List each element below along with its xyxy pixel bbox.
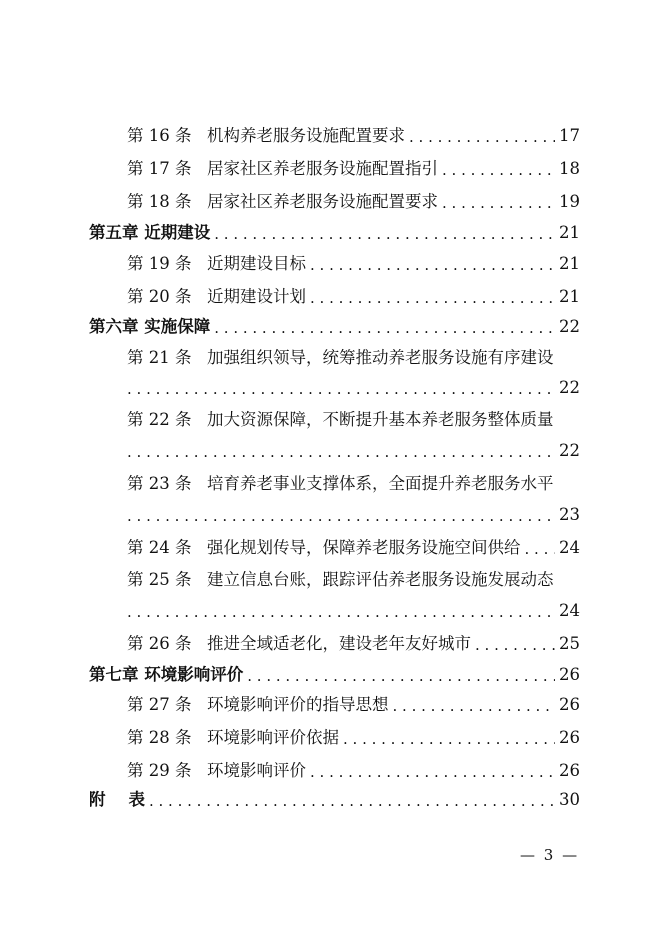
toc-entry-20[interactable] [127,284,580,308]
leader-dots [310,762,555,782]
entry-title: 居家社区养老服务设施配置指引 [207,159,438,178]
toc-entry-25-continuation[interactable] [127,598,580,622]
entry-number: 第 21 条 [127,348,192,367]
page-number: 26 [559,728,580,747]
page-number: 17 [559,126,580,145]
leader-dots [475,635,555,655]
leader-dots [247,666,555,686]
leader-dots [127,442,555,462]
toc-chapter-6[interactable] [89,314,580,338]
leader-dots [393,696,556,716]
page-number: 26 [559,695,580,714]
leader-dots [525,539,556,559]
entry-title: 加强组织领导，统筹推动养老服务设施有序建设 [207,348,554,367]
page-number: 21 [559,254,580,273]
chapter-title: 第五章 近期建设 [89,223,211,242]
page-number: 26 [559,665,580,684]
entry-title: 环境影响评价依据 [207,728,339,747]
leader-dots [310,288,555,308]
entry-number: 第 18 条 [127,192,192,211]
leader-dots [442,193,555,213]
entry-number: 第 20 条 [127,287,192,306]
chapter-title: 第六章 实施保障 [89,317,211,336]
page-number: 21 [559,223,580,242]
entry-title: 强化规划传导，保障养老服务设施空间供给 [207,538,521,557]
entry-title: 机构养老服务设施配置要求 [207,126,405,145]
entry-title: 环境影响评价 [207,761,306,780]
page-number: 23 [559,505,580,524]
toc-entry-16[interactable] [127,123,580,147]
entry-title: 居家社区养老服务设施配置要求 [207,192,438,211]
toc-entry-22[interactable] [127,407,580,431]
toc-entry-28[interactable] [127,725,580,749]
leader-dots [442,160,555,180]
leader-dots [409,127,555,147]
page-number: 19 [559,192,580,211]
leader-dots [343,729,555,749]
entry-title: 推进全域适老化，建设老年友好城市 [207,634,471,653]
leader-dots [127,379,555,399]
toc-entry-23[interactable] [127,471,580,495]
toc-entry-18[interactable] [127,189,580,213]
page-number: 26 [559,761,580,780]
toc-entry-24[interactable] [127,535,580,559]
entry-title: 环境影响评价的指导思想 [207,695,389,714]
toc-entry-26[interactable] [127,631,580,655]
entry-number: 第 23 条 [127,474,192,493]
page-footer-number: — 3 — [520,846,580,864]
page-number: 22 [559,317,580,336]
toc-appendix[interactable] [89,787,580,811]
toc-entry-29[interactable] [127,758,580,782]
toc-entry-25[interactable] [127,567,580,591]
leader-dots [214,224,555,244]
toc-chapter-7[interactable] [89,662,580,686]
entry-number: 第 28 条 [127,728,192,747]
toc-entry-19[interactable] [127,251,580,275]
entry-number: 第 26 条 [127,634,192,653]
entry-number: 第 16 条 [127,126,192,145]
toc-entry-21[interactable] [127,345,580,369]
page-number: 25 [559,634,580,653]
page-number: 24 [559,538,580,557]
entry-number: 第 19 条 [127,254,192,273]
toc-entry-22-continuation[interactable] [127,438,580,462]
page-number: 30 [559,790,580,809]
leader-dots [127,602,555,622]
entry-number: 第 22 条 [127,410,192,429]
toc-entry-21-continuation[interactable] [127,375,580,399]
entry-title: 培育养老事业支撑体系，全面提升养老服务水平 [207,474,554,493]
entry-title: 近期建设目标 [207,254,306,273]
leader-dots [149,791,555,811]
entry-number: 第 17 条 [127,159,192,178]
leader-dots [127,506,555,526]
entry-number: 第 25 条 [127,570,192,589]
entry-title: 近期建设计划 [207,287,306,306]
toc-entry-17[interactable] [127,156,580,180]
entry-number: 第 29 条 [127,761,192,780]
leader-dots [310,255,555,275]
entry-number: 第 24 条 [127,538,192,557]
entry-title: 加大资源保障，不断提升基本养老服务整体质量 [207,410,554,429]
page-number: 21 [559,287,580,306]
entry-number: 第 27 条 [127,695,192,714]
toc-chapter-5[interactable] [89,220,580,244]
page-number: 22 [559,441,580,460]
entry-title: 建立信息台账，跟踪评估养老服务设施发展动态 [207,570,554,589]
page-number: 18 [559,159,580,178]
toc-entry-23-continuation[interactable] [127,502,580,526]
chapter-title: 附 表 [89,790,145,809]
leader-dots [214,318,555,338]
toc-entry-27[interactable] [127,692,580,716]
page-number: 24 [559,601,580,620]
chapter-title: 第七章 环境影响评价 [89,665,244,684]
page-number: 22 [559,378,580,397]
